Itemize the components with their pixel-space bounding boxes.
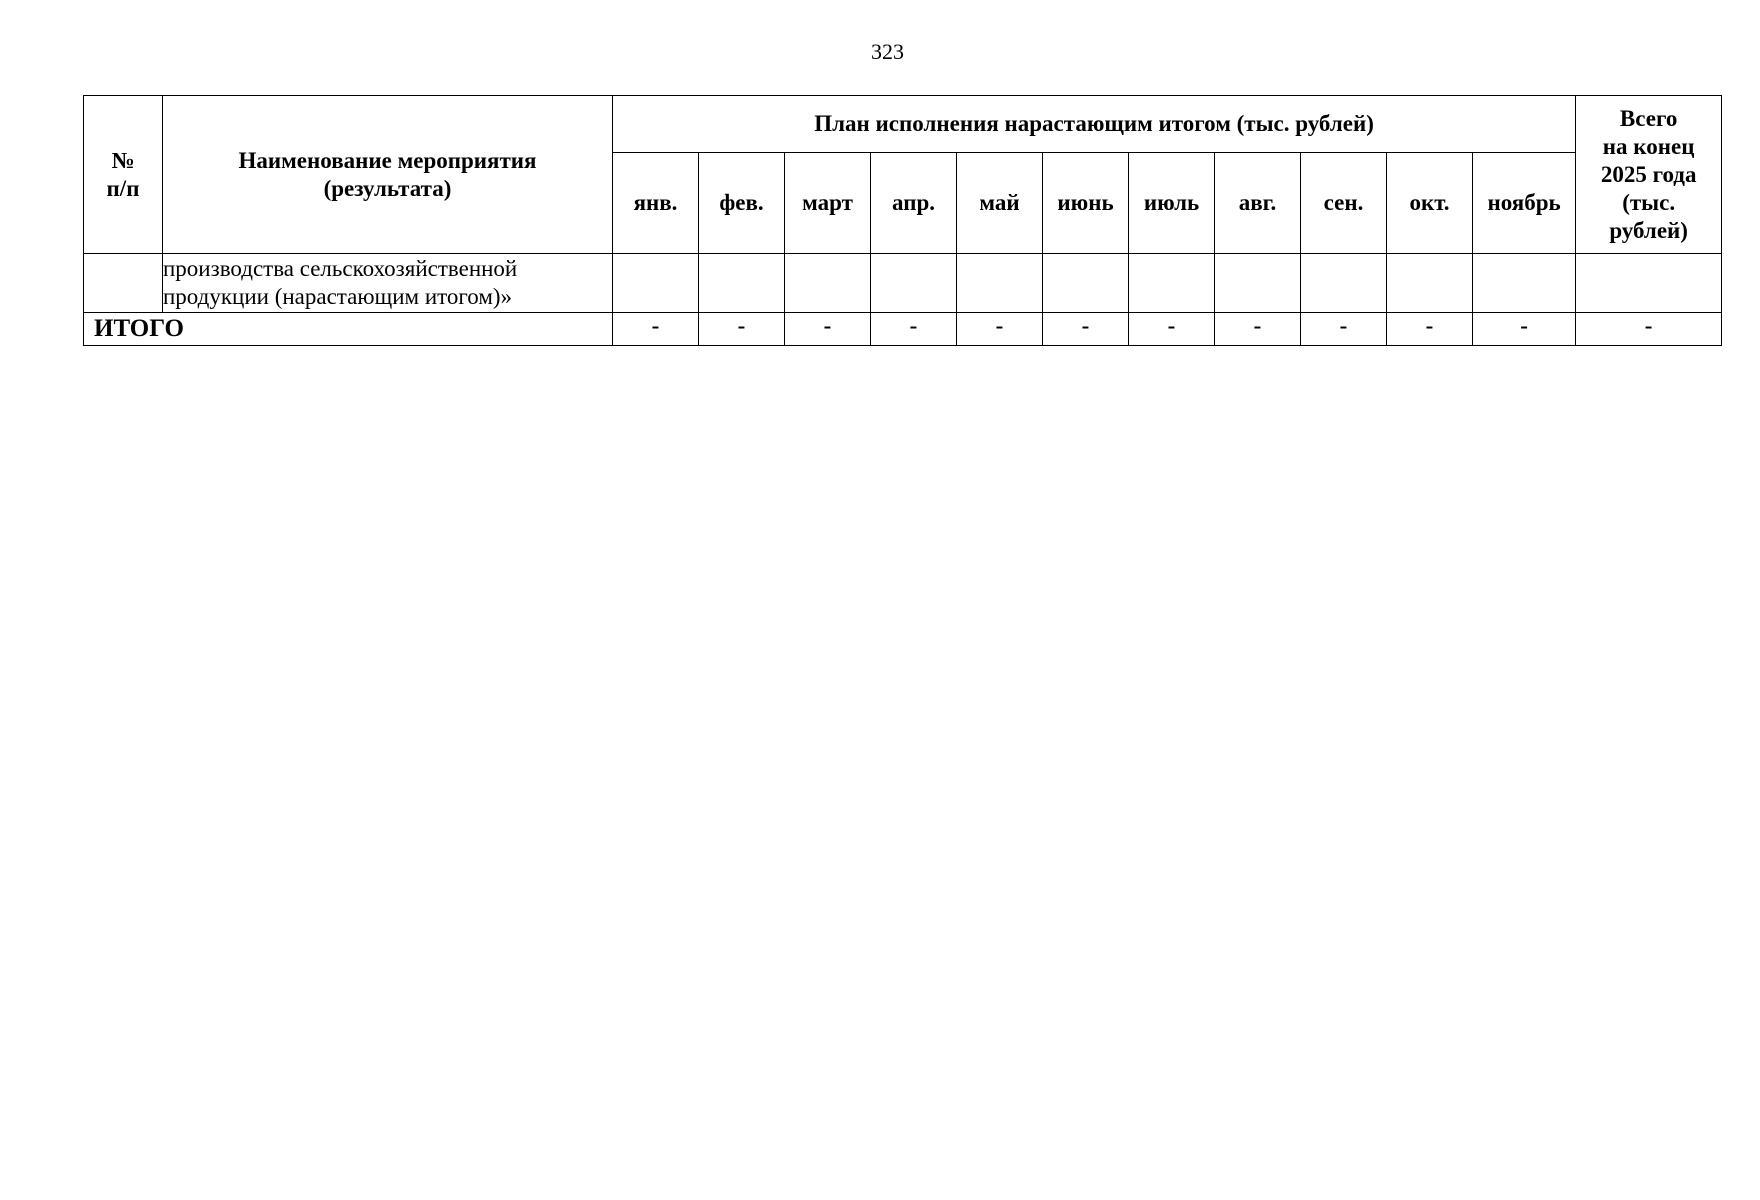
month-value-cell [1215, 254, 1301, 313]
total-header-line: 2025 года [1600, 161, 1697, 187]
col-number-line2: п/п [106, 175, 140, 201]
itogo-total-dash: - [1644, 313, 1653, 338]
itogo-dash: - [1167, 313, 1176, 338]
plan-group-header: План исполнения нарастающим итогом (тыс. рублей) [613, 96, 1576, 153]
itogo-month-value [699, 313, 785, 346]
month-value-cell [1043, 254, 1129, 313]
month-header: май [957, 153, 1043, 254]
itogo-month-value [1473, 313, 1576, 346]
itogo-dash: - [1253, 313, 1262, 338]
itogo-month-value [871, 313, 957, 346]
itogo-month-value [1129, 313, 1215, 346]
col-name-line1: Наименование мероприятия [238, 147, 537, 173]
total-header [1576, 96, 1722, 254]
row-name-line2: продукции (нарастающим итогом)» [163, 284, 513, 309]
itogo-label: ИТОГО [84, 313, 613, 346]
itogo-dash: - [995, 313, 1004, 338]
month-header: авг. [1215, 153, 1301, 254]
month-value-cell [785, 254, 871, 313]
total-value-cell [1576, 254, 1722, 313]
month-header: фев. [699, 153, 785, 254]
total-header-line: рублей) [1609, 217, 1688, 243]
itogo-dash: - [1520, 313, 1528, 338]
month-header: апр. [871, 153, 957, 254]
itogo-dash: - [909, 313, 918, 338]
itogo-month-value [1387, 313, 1473, 346]
month-value-cell [613, 254, 699, 313]
itogo-dash: - [823, 313, 832, 338]
row-name-cell [163, 254, 613, 313]
month-value-cell [1301, 254, 1387, 313]
month-value-cell [1473, 254, 1576, 313]
itogo-dash: - [1425, 313, 1434, 338]
month-header: окт. [1387, 153, 1473, 254]
itogo-month-value [1301, 313, 1387, 346]
itogo-month-value [1215, 313, 1301, 346]
col-number-header [84, 96, 163, 254]
col-name-line2: (результата) [323, 175, 452, 201]
month-header: июль [1129, 153, 1215, 254]
month-value-cell [871, 254, 957, 313]
total-header-line: (тыс. [1622, 189, 1676, 215]
month-value-cell [1387, 254, 1473, 313]
itogo-month-value [613, 313, 699, 346]
plan-table [83, 95, 1722, 346]
itogo-dash: - [1081, 313, 1090, 338]
itogo-row [84, 313, 1722, 346]
itogo-dash: - [1339, 313, 1348, 338]
page-number: 323 [871, 39, 904, 64]
itogo-dash: - [737, 313, 746, 338]
itogo-month-value [957, 313, 1043, 346]
itogo-month-value [1043, 313, 1129, 346]
month-header: июнь [1043, 153, 1129, 254]
row-name-line1: производства сельскохозяйственной [163, 256, 518, 281]
itogo-month-value [785, 313, 871, 346]
itogo-dash: - [651, 313, 660, 338]
total-header-line: Всего [1619, 105, 1678, 131]
month-value-cell [957, 254, 1043, 313]
month-value-cell [1129, 254, 1215, 313]
month-header: март [785, 153, 871, 254]
col-name-header [163, 96, 613, 254]
itogo-total-value [1576, 313, 1722, 346]
month-header: янв. [613, 153, 699, 254]
table-row [84, 254, 1722, 313]
month-header: сен. [1301, 153, 1387, 254]
row-number-cell [84, 254, 163, 313]
total-header-line: на конец [1602, 133, 1695, 159]
col-number-line1: № [111, 147, 135, 173]
month-value-cell [699, 254, 785, 313]
month-header: ноябрь [1473, 153, 1576, 254]
